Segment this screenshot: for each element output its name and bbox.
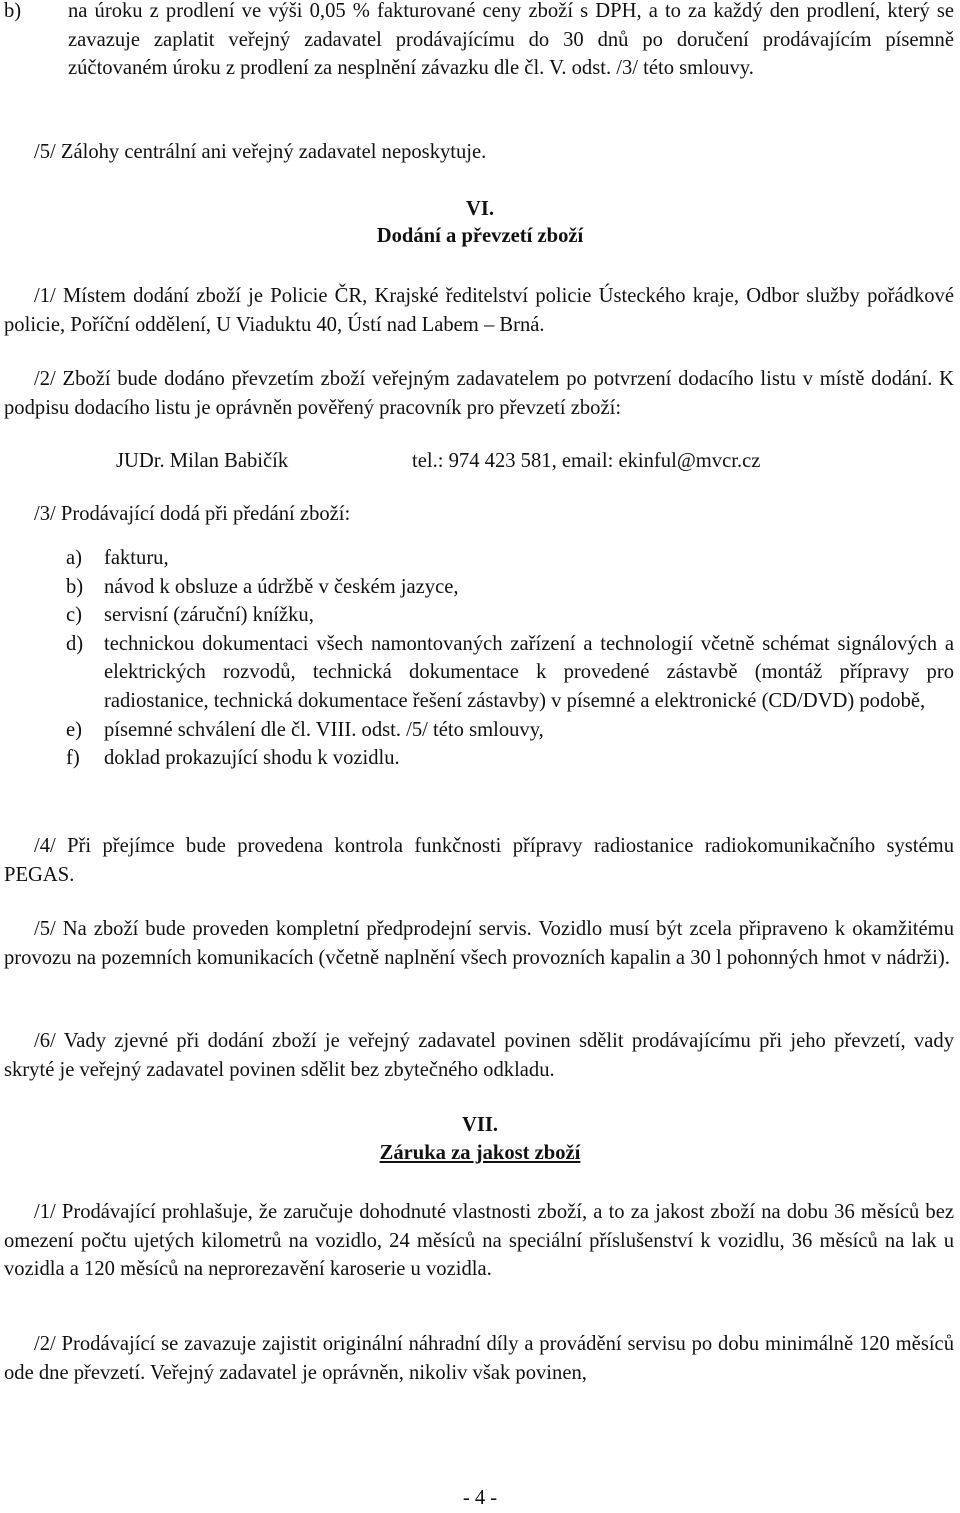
section-vi-paragraph-4: /4/ Při přejímce bude provedena kontrola funkčnosti přípravy radiostanice radiokomunikačního systému PEGAS. xyxy=(4,835,954,886)
late-interest-item-b xyxy=(4,0,954,83)
contact-person xyxy=(116,447,916,476)
section-vi-paragraph-3-intro: /3/ Prodávající dodá při předání zboží: xyxy=(34,503,351,525)
section-vi-paragraph-2: /2/ Zboží bude dodáno převzetím zboží veřejným zadavatelem po potvrzení dodacího listu v místě dodání. K podpisu dodacího listu je oprávněn pověřený pracovník pro převzetí zboží: xyxy=(4,368,954,419)
contact-name: JUDr. Milan Babičík xyxy=(116,450,289,472)
section-vii-title-text: Záruka za jakost zboží xyxy=(379,1142,581,1164)
item-text: servisní (záruční) knížku, xyxy=(104,604,314,627)
item-marker: b) xyxy=(66,575,84,598)
list-item xyxy=(66,573,954,602)
section-vii-title xyxy=(0,1139,960,1168)
section-vi-title: Dodání a převzetí zboží xyxy=(376,225,584,247)
section-vii-number: VII. xyxy=(461,1114,499,1136)
section-vii-paragraph-1: /1/ Prodávající prohlašuje, že zaručuje dohodnuté vlastnosti zboží, a to za jakost zboží na dobu 36 měsíců bez omezení počtu ujetých kilometrů na vozidlo, 24 měsíců na speciální příslušenství k vozidlu, 36 měsíců na lak u vozidla a 120 měsíců na neprorezavění karoserie u vozidla. xyxy=(4,1201,954,1281)
item-text: na úroku z prodlení ve výši 0,05 % fakturované ceny zboží s DPH, a to za každý den prodlení, který se zavazuje zaplatit veřejný zadavatel prodávajícímu do 30 dnů po doručení prodávajícím písemně zúčtovaném úroku z prodlení za nesplnění závazku dle čl. V. odst. /3/ této smlouvy. xyxy=(68,0,954,80)
item-text: návod k obsluze a údržbě v českém jazyce, xyxy=(104,575,459,598)
section-vi-paragraph-6: /6/ Vady zjevné při dodání zboží je veřejný zadavatel povinen sdělit prodávajícímu při jeho převzetí, vady skryté je veřejný zadavatel povinen sdělit bez zbytečného odkladu. xyxy=(4,1030,954,1081)
list-item xyxy=(66,544,954,573)
section-vi-paragraph-5: /5/ Na zboží bude proveden kompletní předprodejní servis. Vozidlo musí být zcela připraveno k okamžitému provozu na pozemních komunikacích (včetně naplnění všech provozních kapalin a 30 l pohonných hmot v nádrži). xyxy=(4,918,954,969)
item-marker: e) xyxy=(66,718,82,741)
page-number: - 4 - xyxy=(462,1487,498,1509)
item-text: fakturu, xyxy=(104,547,169,569)
list-item xyxy=(66,744,954,773)
item-marker: f) xyxy=(66,747,80,770)
delivery-documents-list xyxy=(66,544,954,773)
section-vii-paragraph-2: /2/ Prodávající se zavazuje zajistit originální náhradní díly a provádění servisu po dobu minimálně 120 měsíců ode dne převzetí. Veřejný zadavatel je oprávněn, nikoliv však povinen, xyxy=(4,1333,954,1384)
item-text: písemné schválení dle čl. VIII. odst. /5/ této smlouvy, xyxy=(104,718,544,741)
item-marker: b) xyxy=(4,0,22,22)
section-vi-number: VI. xyxy=(465,198,495,220)
item-text: technickou dokumentaci všech namontovaných zařízení a technologií včetně schémat signálových a elektrických rozvodů, technická dokumentace k provedené zástavbě (montáž přípravy pro radiostanice, technická dokumentace řešení zástavby) v písemné a elektronické (CD/DVD) podobě, xyxy=(104,632,954,712)
paragraph-5-advances: /5/ Zálohy centrální ani veřejný zadavatel neposkytuje. xyxy=(34,141,487,163)
item-text: doklad prokazující shodu k vozidlu. xyxy=(104,747,400,770)
item-marker: c) xyxy=(66,604,82,627)
item-marker: d) xyxy=(66,632,84,655)
list-item xyxy=(66,601,954,630)
contact-details: tel.: 974 423 581, email: ekinful@mvcr.cz xyxy=(412,450,761,472)
item-marker: a) xyxy=(66,547,82,569)
list-item xyxy=(66,630,954,716)
section-vi-paragraph-1: /1/ Místem dodání zboží je Policie ČR, Krajské ředitelství policie Ústeckého kraje, Odbor služby pořádkové policie, Poříční oddělení, U Viaduktu 40, Ústí nad Labem – Brná. xyxy=(4,285,954,336)
list-item xyxy=(66,716,954,745)
